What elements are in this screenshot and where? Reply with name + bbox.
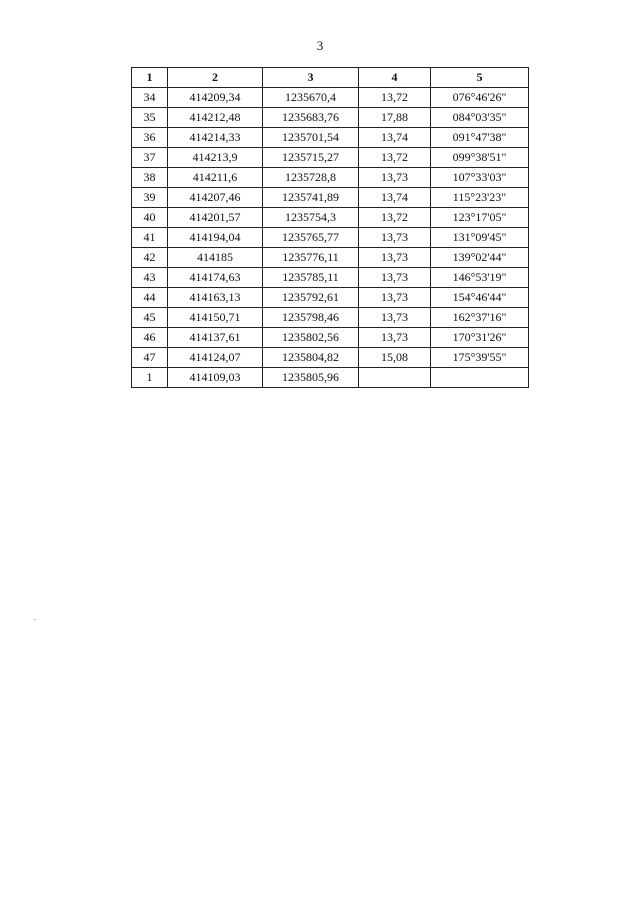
table-body <box>132 88 529 388</box>
direction-angle-cell: 123°17'05" <box>431 208 529 228</box>
y-coordinate-cell: 1235805,96 <box>263 368 359 388</box>
point-cell: 37 <box>132 148 168 168</box>
table-row <box>132 268 529 288</box>
direction-angle-cell: 170°31'26" <box>431 328 529 348</box>
x-coordinate-cell: 414212,48 <box>168 108 263 128</box>
length-cell: 13,74 <box>359 188 431 208</box>
length-cell: 13,72 <box>359 208 431 228</box>
direction-angle-cell: 107°33'03" <box>431 168 529 188</box>
direction-angle-cell: 175°39'55" <box>431 348 529 368</box>
point-cell: 47 <box>132 348 168 368</box>
y-coordinate-cell: 1235728,8 <box>263 168 359 188</box>
y-coordinate-cell: 1235670,4 <box>263 88 359 108</box>
direction-angle-cell <box>431 368 529 388</box>
point-cell: 42 <box>132 248 168 268</box>
length-cell: 13,73 <box>359 248 431 268</box>
table-row <box>132 248 529 268</box>
column-header-angle: 5 <box>431 68 529 88</box>
point-cell: 44 <box>132 288 168 308</box>
length-cell: 13,73 <box>359 288 431 308</box>
point-cell: 45 <box>132 308 168 328</box>
direction-angle-cell: 146°53'19" <box>431 268 529 288</box>
x-coordinate-cell: 414201,57 <box>168 208 263 228</box>
point-cell: 34 <box>132 88 168 108</box>
y-coordinate-cell: 1235715,27 <box>263 148 359 168</box>
y-coordinate-cell: 1235754,3 <box>263 208 359 228</box>
length-cell: 13,73 <box>359 308 431 328</box>
table-row <box>132 188 529 208</box>
header-row <box>132 68 529 88</box>
column-header-point: 1 <box>132 68 168 88</box>
table-row <box>132 328 529 348</box>
point-cell: 43 <box>132 268 168 288</box>
y-coordinate-cell: 1235804,82 <box>263 348 359 368</box>
table-row <box>132 288 529 308</box>
direction-angle-cell: 091°47'38" <box>431 128 529 148</box>
length-cell: 13,72 <box>359 148 431 168</box>
point-cell: 36 <box>132 128 168 148</box>
point-cell: 1 <box>132 368 168 388</box>
length-cell: 13,74 <box>359 128 431 148</box>
column-header-length: 4 <box>359 68 431 88</box>
point-cell: 46 <box>132 328 168 348</box>
length-cell: 17,88 <box>359 108 431 128</box>
table-row <box>132 228 529 248</box>
direction-angle-cell: 154°46'44" <box>431 288 529 308</box>
y-coordinate-cell: 1235741,89 <box>263 188 359 208</box>
x-coordinate-cell: 414214,33 <box>168 128 263 148</box>
x-coordinate-cell: 414137,61 <box>168 328 263 348</box>
y-coordinate-cell: 1235802,56 <box>263 328 359 348</box>
y-coordinate-cell: 1235701,54 <box>263 128 359 148</box>
y-coordinate-cell: 1235776,11 <box>263 248 359 268</box>
direction-angle-cell: 099°38'51" <box>431 148 529 168</box>
y-coordinate-cell: 1235798,46 <box>263 308 359 328</box>
x-coordinate-cell: 414150,71 <box>168 308 263 328</box>
y-coordinate-cell: 1235785,11 <box>263 268 359 288</box>
y-coordinate-cell: 1235792,61 <box>263 288 359 308</box>
length-cell: 13,73 <box>359 228 431 248</box>
x-coordinate-cell: 414207,46 <box>168 188 263 208</box>
column-header-x: 2 <box>168 68 263 88</box>
table-row <box>132 308 529 328</box>
direction-angle-cell: 084°03'35" <box>431 108 529 128</box>
column-header-y: 3 <box>263 68 359 88</box>
x-coordinate-cell: 414213,9 <box>168 148 263 168</box>
point-cell: 38 <box>132 168 168 188</box>
point-cell: 41 <box>132 228 168 248</box>
direction-angle-cell: 139°02'44" <box>431 248 529 268</box>
point-cell: 40 <box>132 208 168 228</box>
page-number: 3 <box>316 38 324 53</box>
coordinates-table <box>131 67 529 388</box>
length-cell: 15,08 <box>359 348 431 368</box>
direction-angle-cell: 131°09'45" <box>431 228 529 248</box>
length-cell <box>359 368 431 388</box>
length-cell: 13,72 <box>359 88 431 108</box>
table-row <box>132 88 529 108</box>
table-row <box>132 368 529 388</box>
y-coordinate-cell: 1235765,77 <box>263 228 359 248</box>
x-coordinate-cell: 414211,6 <box>168 168 263 188</box>
table-row <box>132 108 529 128</box>
table-row <box>132 208 529 228</box>
x-coordinate-cell: 414124,07 <box>168 348 263 368</box>
table-row <box>132 348 529 368</box>
length-cell: 13,73 <box>359 328 431 348</box>
length-cell: 13,73 <box>359 168 431 188</box>
table-row <box>132 128 529 148</box>
direction-angle-cell: 076°46'26" <box>431 88 529 108</box>
table-row <box>132 148 529 168</box>
scan-speck <box>34 619 36 620</box>
x-coordinate-cell: 414109,03 <box>168 368 263 388</box>
length-cell: 13,73 <box>359 268 431 288</box>
y-coordinate-cell: 1235683,76 <box>263 108 359 128</box>
table-row <box>132 168 529 188</box>
point-cell: 39 <box>132 188 168 208</box>
x-coordinate-cell: 414174,63 <box>168 268 263 288</box>
x-coordinate-cell: 414185 <box>168 248 263 268</box>
point-cell: 35 <box>132 108 168 128</box>
direction-angle-cell: 115°23'23" <box>431 188 529 208</box>
direction-angle-cell: 162°37'16" <box>431 308 529 328</box>
x-coordinate-cell: 414163,13 <box>168 288 263 308</box>
x-coordinate-cell: 414209,34 <box>168 88 263 108</box>
x-coordinate-cell: 414194,04 <box>168 228 263 248</box>
